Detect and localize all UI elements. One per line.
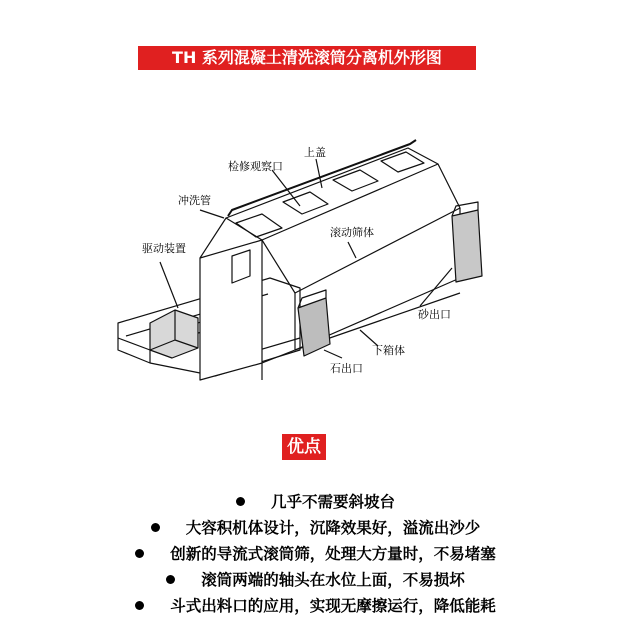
bullet-icon <box>135 601 144 610</box>
label-stone-outlet: 石出口 <box>330 362 363 375</box>
drive-unit-body <box>150 310 198 358</box>
label-drive-unit: 驱动装置 <box>142 242 186 255</box>
list-item: 大容积机体设计，沉降效果好，溢流出沙少 <box>0 514 631 540</box>
list-item: 滚筒两端的轴头在水位上面，不易损坏 <box>0 566 631 592</box>
label-lower-box: 下箱体 <box>372 344 405 357</box>
label-sand-outlet: 砂出口 <box>418 308 451 321</box>
label-top-cover: 上盖 <box>304 146 326 159</box>
inspection-cover-4 <box>381 152 424 172</box>
bullet-icon <box>151 523 160 532</box>
stone-outlet-chute <box>298 298 330 356</box>
title-banner: TH 系列混凝土清洗滚筒分离机外形图 <box>138 46 476 70</box>
inspection-cover-3 <box>333 170 378 191</box>
machine-diagram <box>0 118 631 388</box>
list-item: 斗式出料口的应用，实现无摩擦运行，降低能耗 <box>0 592 631 618</box>
label-flush-pipe: 冲洗管 <box>178 194 211 207</box>
list-item: 创新的导流式滚筒筛，处理大方量时，不易堵塞 <box>0 540 631 566</box>
drum-box-front <box>200 240 262 380</box>
inspection-cover-2 <box>283 192 328 214</box>
advantages-heading: 优点 <box>282 434 326 460</box>
advantages-list <box>0 488 631 618</box>
list-item: 几乎不需要斜坡台 <box>0 488 631 514</box>
drum-box-side <box>262 293 295 363</box>
label-drum-screen: 滚动筛体 <box>330 226 374 239</box>
bullet-icon <box>236 497 245 506</box>
sand-outlet-chute <box>452 210 482 282</box>
bullet-icon <box>166 575 175 584</box>
bullet-icon <box>135 549 144 558</box>
label-inspection-window: 检修观察口 <box>228 160 283 173</box>
inspection-cover-1 <box>236 214 282 237</box>
